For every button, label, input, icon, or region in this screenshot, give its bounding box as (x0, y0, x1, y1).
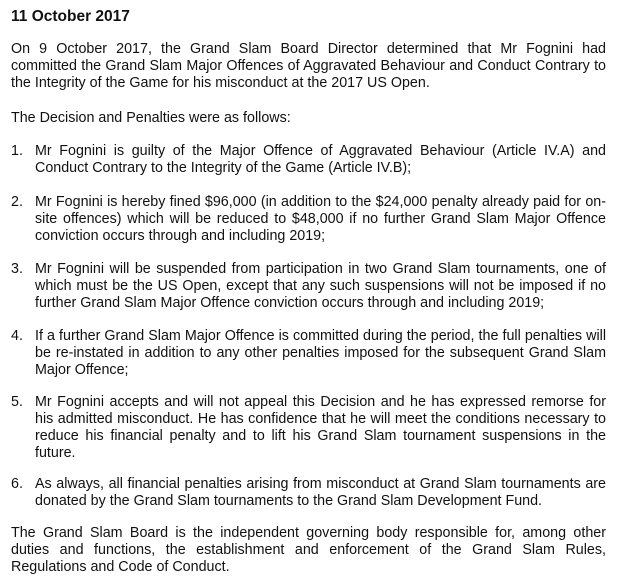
item-number: 3. (11, 261, 23, 277)
item-number: 5. (11, 394, 23, 410)
item-number: 4. (11, 328, 23, 344)
item-text: Mr Fognini will be suspended from participation in two Grand Slam tournaments, one of which must be the US Open, except that any such suspensions will not be imposed if no further Grand Slam Major Offence conviction occurs through and including 2019; (35, 261, 606, 311)
intro-paragraph: On 9 October 2017, the Grand Slam Board Director determined that Mr Fognini had committed the Grand Slam Major Offences of Aggravated Behaviour and Conduct Contrary to the Integrity of the Game for his misconduct at the 2017 US Open. (11, 41, 606, 91)
item-text: As always, all financial penalties arising from misconduct at Grand Slam tournaments are donated by the Grand Slam tournaments to the Grand Slam Development Fund. (35, 476, 606, 509)
decision-item (11, 194, 606, 245)
decision-item (11, 476, 606, 510)
decision-item (11, 261, 606, 312)
decision-lead-paragraph: The Decision and Penalties were as follows: (11, 110, 291, 126)
item-number: 1. (11, 143, 23, 159)
closing-paragraph: The Grand Slam Board is the independent governing body responsible for, among other duties and functions, the establishment and enforcement of the Grand Slam Rules, Regulations and Code of Conduct. (11, 525, 606, 575)
decision-list (11, 143, 606, 510)
item-text: Mr Fognini accepts and will not appeal this Decision and he has expressed remorse for his admitted misconduct. He has confidence that he will meet the conditions necessary to reduce his financial penalty and to lift his Grand Slam tournament suspensions in the future. (35, 394, 606, 461)
item-text: If a further Grand Slam Major Offence is committed during the period, the full penalties will be re-instated in addition to any other penalties imposed for the subsequent Grand Slam Major Offence; (35, 328, 606, 378)
decision-item (11, 394, 606, 462)
decision-item (11, 143, 606, 177)
decision-item (11, 328, 606, 379)
document-date: 11 October 2017 (11, 8, 130, 25)
item-number: 2. (11, 194, 23, 210)
item-number: 6. (11, 476, 23, 492)
item-text: Mr Fognini is hereby fined $96,000 (in addition to the $24,000 penalty already paid for on-site offences) which will be reduced to $48,000 if no further Grand Slam Major Offence conviction occurs through and including 2019; (35, 194, 606, 244)
item-text: Mr Fognini is guilty of the Major Offence of Aggravated Behaviour (Article IV.A) and Conduct Contrary to the Integrity of the Game (Article IV.B); (35, 143, 606, 176)
